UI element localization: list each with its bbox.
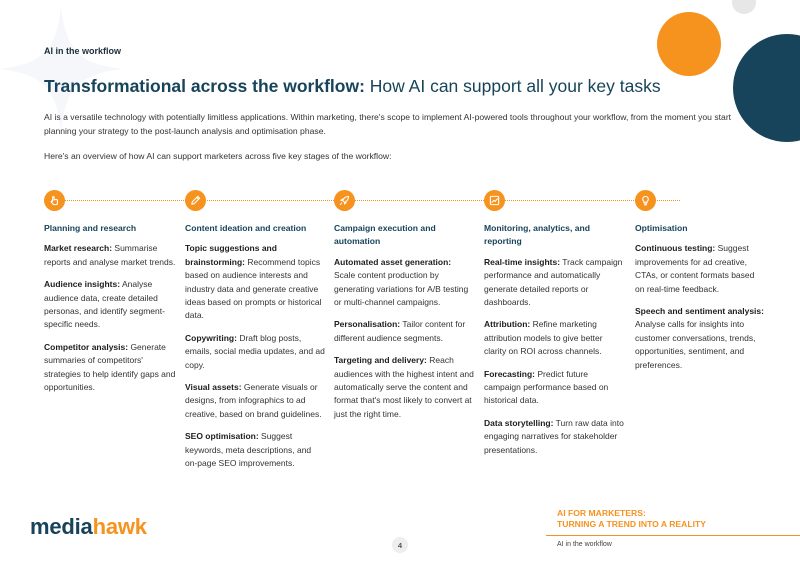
stage-item-text: Suggest improvements for ad creative, CTAs, or content formats based on real-time feedback. [635,243,755,294]
stage-item [334,318,474,345]
page-title-bold: Transformational across the workflow: [44,76,365,96]
stage-title: Campaign execution and automation [334,223,436,247]
stage-item [185,242,325,322]
logo-media: media [30,514,93,539]
stage-item-text: Summarise reports and analyse market trends. [44,243,176,267]
stage-item-heading: Competitor analysis: [44,341,129,352]
stage-item-text: Reach audiences with the highest intent and automatically serve the content and format that's most likely to convert at just the right time. [334,355,474,419]
stage-item [334,354,474,421]
footer-section-label: AI in the workflow [557,541,612,548]
page-title [44,76,661,97]
page-title-rest: How AI can support all your key tasks [364,76,661,96]
stage-item [44,278,176,332]
overview-paragraph: Here's an overview of how AI can support marketers across five key stages of the workflow: [44,151,392,161]
stage-title: Planning and research [44,223,137,233]
footer-brand-line1: AI FOR MARKETERS: [557,508,646,518]
stage-item [484,417,624,457]
rocket-icon [334,190,355,211]
stage-item [484,256,624,310]
stage-item [484,318,624,358]
stage-item-text: Analyse audience data, create detailed personas, and identify segment-specific needs. [44,279,165,330]
stage-column-campaign [334,222,474,430]
stage-item [635,242,765,296]
stage-column-content [185,222,325,480]
stage-item-heading: Personalisation: [334,319,401,330]
stage-item-text: Recommend topics based on audience interests and industry data and generate creative ideas based on prompts or historical data. [185,256,322,321]
footer-brand-line2: TURNING A TREND INTO A REALITY [557,519,706,529]
hand-pointer-icon [44,190,65,211]
stage-title: Optimisation [635,223,688,233]
chart-line-icon [484,190,505,211]
stage-item-text: Predict future campaign performance based on historical data. [484,368,609,406]
stage-title: Monitoring, analytics, and reporting [484,223,590,247]
stage-item-text: Scale content production by generating variations for A/B testing or multi-channel campaigns. [334,270,469,308]
stage-item-heading: SEO optimisation: [185,431,259,442]
stage-item [334,256,474,310]
stage-item [185,332,325,372]
stage-item-heading: Attribution: [484,319,531,330]
stage-item-heading: Data storytelling: [484,417,554,428]
stage-item [635,305,765,372]
stage-item-text: Generate visuals or designs, from infographics to ad creative, based on brand guidelines. [185,382,322,419]
stage-item [44,341,176,395]
stage-item-heading: Continuous testing: [635,243,716,254]
stage-item-heading: Market research: [44,243,113,254]
stage-item-heading: Audience insights: [44,279,121,290]
stage-item-heading: Visual assets: [185,382,242,393]
stage-item-text: Analyse calls for insights into customer conversations, trends, opportunities, sentiment, and preferences. [635,319,756,370]
stage-item-heading: Real-time insights: [484,256,561,267]
stage-item-text: Track campaign performance and automatically generate detailed reports or dashboards. [484,256,623,308]
lightbulb-icon [635,190,656,211]
stage-item [185,430,325,470]
orange-circle-decoration [657,12,721,76]
stage-item-heading: Forecasting: [484,368,536,379]
stage-column-planning [44,222,176,403]
stage-item-heading: Topic suggestions and brainstorming: [185,243,277,267]
stage-item-heading: Copywriting: [185,332,237,343]
timeline-dotted-line [64,200,680,201]
stage-item [484,368,624,408]
grey-circle-decoration [732,0,756,14]
stage-item-heading: Automated asset generation: [334,256,452,267]
stage-item-text: Turn raw data into engaging narratives for stakeholder presentations. [484,417,624,455]
pen-icon [185,190,206,211]
footer-brand [557,508,706,530]
mediahawk-logo [30,514,147,540]
stage-item-heading: Speech and sentiment analysis: [635,306,764,317]
stage-column-monitoring [484,222,624,466]
section-label: AI in the workflow [44,46,122,56]
stage-item-text: Suggest keywords, meta descriptions, and on-page SEO improvements. [185,431,312,469]
intro-paragraph: AI is a versatile technology with potentially limitless applications. Within marketing, there's scope to implement AI-powered tools throughout your workflow, from the moment you start planning your strategy to the post-launch analysis and optimisation phase. [44,112,732,136]
stage-item-text: Refine marketing attribution models to give better clarity on ROI across channels. [484,319,603,357]
stage-item-text: Generate summaries of competitors' strategies to help identify gaps and opportunities. [44,341,176,393]
logo-hawk: hawk [92,514,147,539]
stage-item [44,242,176,269]
footer-divider [546,535,800,536]
page-number: 4 [392,537,408,553]
stage-title: Content ideation and creation [185,223,307,233]
stage-column-optimisation [635,222,765,381]
stage-item-text: Tailor content for different audience segments. [334,319,466,343]
stage-item-heading: Targeting and delivery: [334,355,427,366]
stage-item-text: Draft blog posts, emails, social media updates, and ad copy. [185,332,325,370]
stage-item [185,381,325,421]
